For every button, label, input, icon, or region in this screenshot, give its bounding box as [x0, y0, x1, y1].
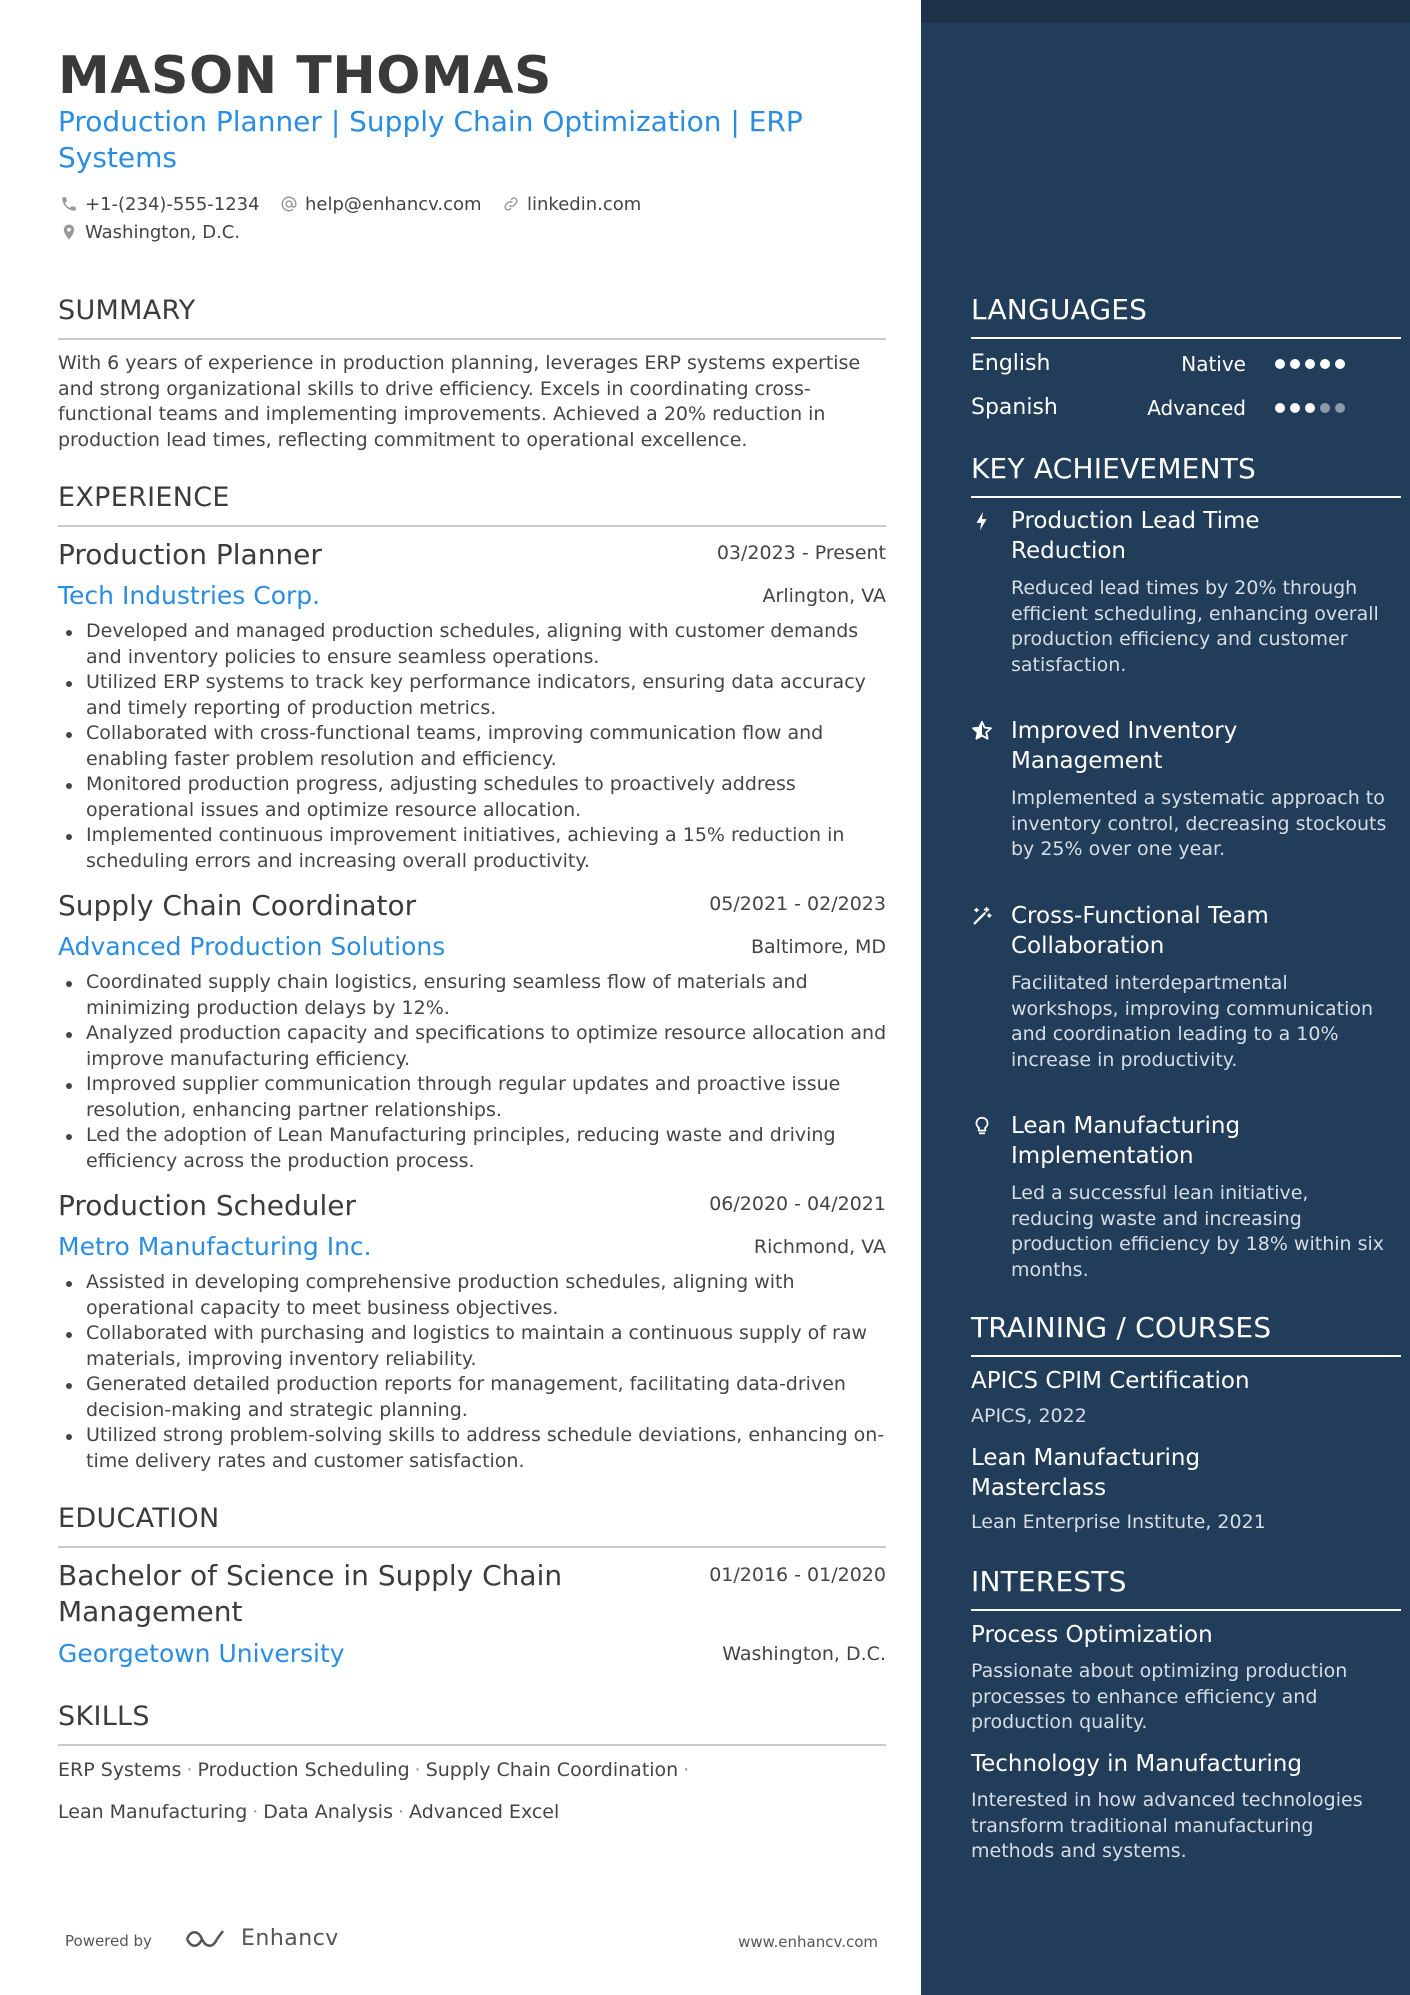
- job-bullet: Developed and managed production schedules, aligning with customer demands and inventory policies to ensure seamless operations.: [58, 619, 892, 670]
- achievement-desc: Led a successful lean initiative, reducing waste and increasing production efficiency by 18% within six months.: [1011, 1182, 1385, 1281]
- proficiency-dot-filled: [1275, 359, 1285, 369]
- job-bullets: [58, 970, 892, 1174]
- contact-email[interactable]: [280, 193, 482, 217]
- lightbulb-icon: [971, 1115, 993, 1137]
- footer-brand: Enhancv: [241, 1926, 339, 1951]
- skill-separator: ·: [186, 1759, 193, 1781]
- course-title: Lean Manufacturing Masterclass: [971, 1445, 1201, 1501]
- course-provider: APICS, 2022: [971, 1405, 1087, 1427]
- skill-separator: ·: [683, 1759, 690, 1781]
- interest-title: Technology in Manufacturing: [971, 1751, 1302, 1777]
- job-bullet: Led the adoption of Lean Manufacturing principles, reducing waste and driving efficiency across the production process.: [58, 1123, 892, 1174]
- footer-url[interactable]: www.enhancv.com: [738, 1933, 878, 1951]
- achievement-desc: Facilitated interdepartmental workshops, improving communication and coordination leading to a 10% increase in productivity.: [1011, 972, 1374, 1071]
- achievements-heading: KEY ACHIEVEMENTS: [971, 452, 1401, 498]
- magic-wand-icon: [971, 905, 993, 927]
- job-location: Arlington, VA: [762, 585, 886, 607]
- candidate-tagline: Production Planner | Supply Chain Optimization | ERP Systems: [58, 105, 803, 174]
- footer-powered-by: Powered by: [65, 1932, 152, 1950]
- proficiency-dot-empty: [1335, 403, 1345, 413]
- education-school[interactable]: Georgetown University: [58, 1639, 345, 1668]
- email-text[interactable]: help@enhancv.com: [305, 194, 482, 215]
- language-proficiency-dots: [1275, 352, 1355, 376]
- course-provider: Lean Enterprise Institute, 2021: [971, 1511, 1266, 1533]
- at-sign-icon: [280, 195, 298, 213]
- job-title: Production Scheduler: [58, 1189, 357, 1222]
- course-title: APICS CPIM Certification: [971, 1368, 1250, 1394]
- language-level: Native: [1181, 352, 1246, 376]
- languages-heading: LANGUAGES: [971, 293, 1401, 339]
- job-bullets: [58, 619, 892, 874]
- job-bullet: Generated detailed production reports for management, facilitating data-driven decision-making and strategic planning.: [58, 1372, 892, 1423]
- skill-separator: ·: [252, 1801, 259, 1823]
- achievement-desc: Implemented a systematic approach to inventory control, decreasing stockouts by 25% over one year.: [1011, 787, 1387, 860]
- job-bullet: Improved supplier communication through regular updates and proactive issue resolution, enhancing partner relationships.: [58, 1072, 892, 1123]
- job-bullet: Coordinated supply chain logistics, ensuring seamless flow of materials and minimizing production delays by 12%.: [58, 970, 892, 1021]
- interest-title: Process Optimization: [971, 1622, 1213, 1648]
- achievement-desc: Reduced lead times by 20% through efficient scheduling, enhancing overall production efficiency and customer satisfaction.: [1011, 577, 1379, 676]
- job-bullet: Assisted in developing comprehensive production schedules, aligning with operational capacity to meet business objectives.: [58, 1270, 892, 1321]
- job-bullet: Collaborated with cross-functional teams, improving communication flow and enabling faster problem resolution and efficiency.: [58, 721, 892, 772]
- education-location: Washington, D.C.: [722, 1643, 886, 1665]
- summary-text: With 6 years of experience in production planning, leverages ERP systems expertise and strong organizational skills to drive efficiency. Excels in coordinating cross-functional teams and implementing improvements. Achieved a 20% reduction in production lead times, reflecting commitment to operational excellence.: [58, 352, 861, 451]
- job-bullet: Analyzed production capacity and specifications to optimize resource allocation and improve manufacturing efficiency.: [58, 1021, 892, 1072]
- star-icon: [971, 720, 993, 742]
- skill-item: Supply Chain Coordination: [425, 1759, 679, 1781]
- sidebar-top-band: [921, 0, 1410, 23]
- job-bullet: Implemented continuous improvement initiatives, achieving a 15% reduction in scheduling errors and increasing overall productivity.: [58, 823, 892, 874]
- language-row: [971, 349, 1351, 379]
- contact-linkedin[interactable]: [502, 193, 641, 217]
- sidebar: [921, 0, 1410, 1995]
- language-proficiency-dots: [1275, 396, 1355, 420]
- interests-heading: INTERESTS: [971, 1565, 1401, 1611]
- language-name: English: [971, 351, 1051, 376]
- interest-desc: Interested in how advanced technologies transform traditional manufacturing methods and systems.: [971, 1789, 1363, 1862]
- skill-item: Production Scheduling: [197, 1759, 410, 1781]
- skills-line: [58, 1800, 888, 1825]
- proficiency-dot-empty: [1320, 403, 1330, 413]
- proficiency-dot-filled: [1290, 403, 1300, 413]
- location-pin-icon: [60, 223, 78, 241]
- link-icon: [502, 195, 520, 213]
- enhancv-logo-icon: [183, 1922, 233, 1956]
- skill-item: Advanced Excel: [409, 1801, 560, 1823]
- contact-phone: [60, 193, 260, 217]
- candidate-name: MASON THOMAS: [58, 46, 552, 106]
- interest-desc: Passionate about optimizing production processes to enhance efficiency and production quality.: [971, 1660, 1348, 1733]
- achievement-title: Cross-Functional Team Collaboration: [1011, 903, 1269, 959]
- training-heading: TRAINING / COURSES: [971, 1311, 1401, 1357]
- job-location: Baltimore, MD: [750, 936, 886, 958]
- skill-item: Lean Manufacturing: [58, 1801, 248, 1823]
- proficiency-dot-filled: [1335, 359, 1345, 369]
- location-text: Washington, D.C.: [85, 222, 241, 243]
- achievement-title: Improved Inventory Management: [1011, 718, 1238, 774]
- contact-location: [60, 221, 240, 245]
- language-level: Advanced: [1147, 396, 1246, 420]
- job-company[interactable]: Metro Manufacturing Inc.: [58, 1232, 372, 1261]
- phone-text: +1-(234)-555-1234: [85, 194, 260, 215]
- lightning-bolt-icon: [971, 510, 993, 532]
- job-bullet: Utilized strong problem-solving skills to address schedule deviations, enhancing on-time delivery rates and customer satisfaction.: [58, 1423, 892, 1474]
- job-dates: 05/2021 - 02/2023: [709, 893, 886, 915]
- job-bullets: [58, 1270, 892, 1474]
- phone-icon: [60, 195, 78, 213]
- education-heading: EDUCATION: [58, 1502, 886, 1548]
- job-company[interactable]: Tech Industries Corp.: [58, 581, 321, 610]
- education-degree: Bachelor of Science in Supply Chain Management: [58, 1559, 563, 1628]
- job-bullet: Collaborated with purchasing and logistics to maintain a continuous supply of raw materials, improving inventory reliability.: [58, 1321, 892, 1372]
- achievement-title: Production Lead Time Reduction: [1011, 508, 1260, 564]
- education-dates: 01/2016 - 01/2020: [709, 1564, 886, 1586]
- experience-heading: EXPERIENCE: [58, 481, 886, 527]
- job-company[interactable]: Advanced Production Solutions: [58, 932, 446, 961]
- linkedin-text[interactable]: linkedin.com: [527, 194, 642, 215]
- job-location: Richmond, VA: [753, 1236, 886, 1258]
- skill-item: ERP Systems: [58, 1759, 182, 1781]
- job-title: Production Planner: [58, 538, 322, 571]
- skills-heading: SKILLS: [58, 1700, 886, 1746]
- job-dates: 03/2023 - Present: [716, 542, 886, 564]
- achievement-title: Lean Manufacturing Implementation: [1011, 1113, 1241, 1169]
- language-name: Spanish: [971, 395, 1058, 420]
- skills-line: [58, 1758, 888, 1783]
- skill-separator: ·: [414, 1759, 421, 1781]
- proficiency-dot-filled: [1275, 403, 1285, 413]
- proficiency-dot-filled: [1320, 359, 1330, 369]
- summary-heading: SUMMARY: [58, 294, 886, 340]
- job-bullet: Utilized ERP systems to track key performance indicators, ensuring data accuracy and timely reporting of production metrics.: [58, 670, 892, 721]
- skill-item: Data Analysis: [263, 1801, 393, 1823]
- job-title: Supply Chain Coordinator: [58, 889, 417, 922]
- proficiency-dot-filled: [1290, 359, 1300, 369]
- language-row: [971, 393, 1351, 423]
- proficiency-dot-filled: [1305, 359, 1315, 369]
- skill-separator: ·: [398, 1801, 405, 1823]
- job-dates: 06/2020 - 04/2021: [709, 1193, 886, 1215]
- job-bullet: Monitored production progress, adjusting schedules to proactively address operational issues and optimize resource allocation.: [58, 772, 892, 823]
- proficiency-dot-filled: [1305, 403, 1315, 413]
